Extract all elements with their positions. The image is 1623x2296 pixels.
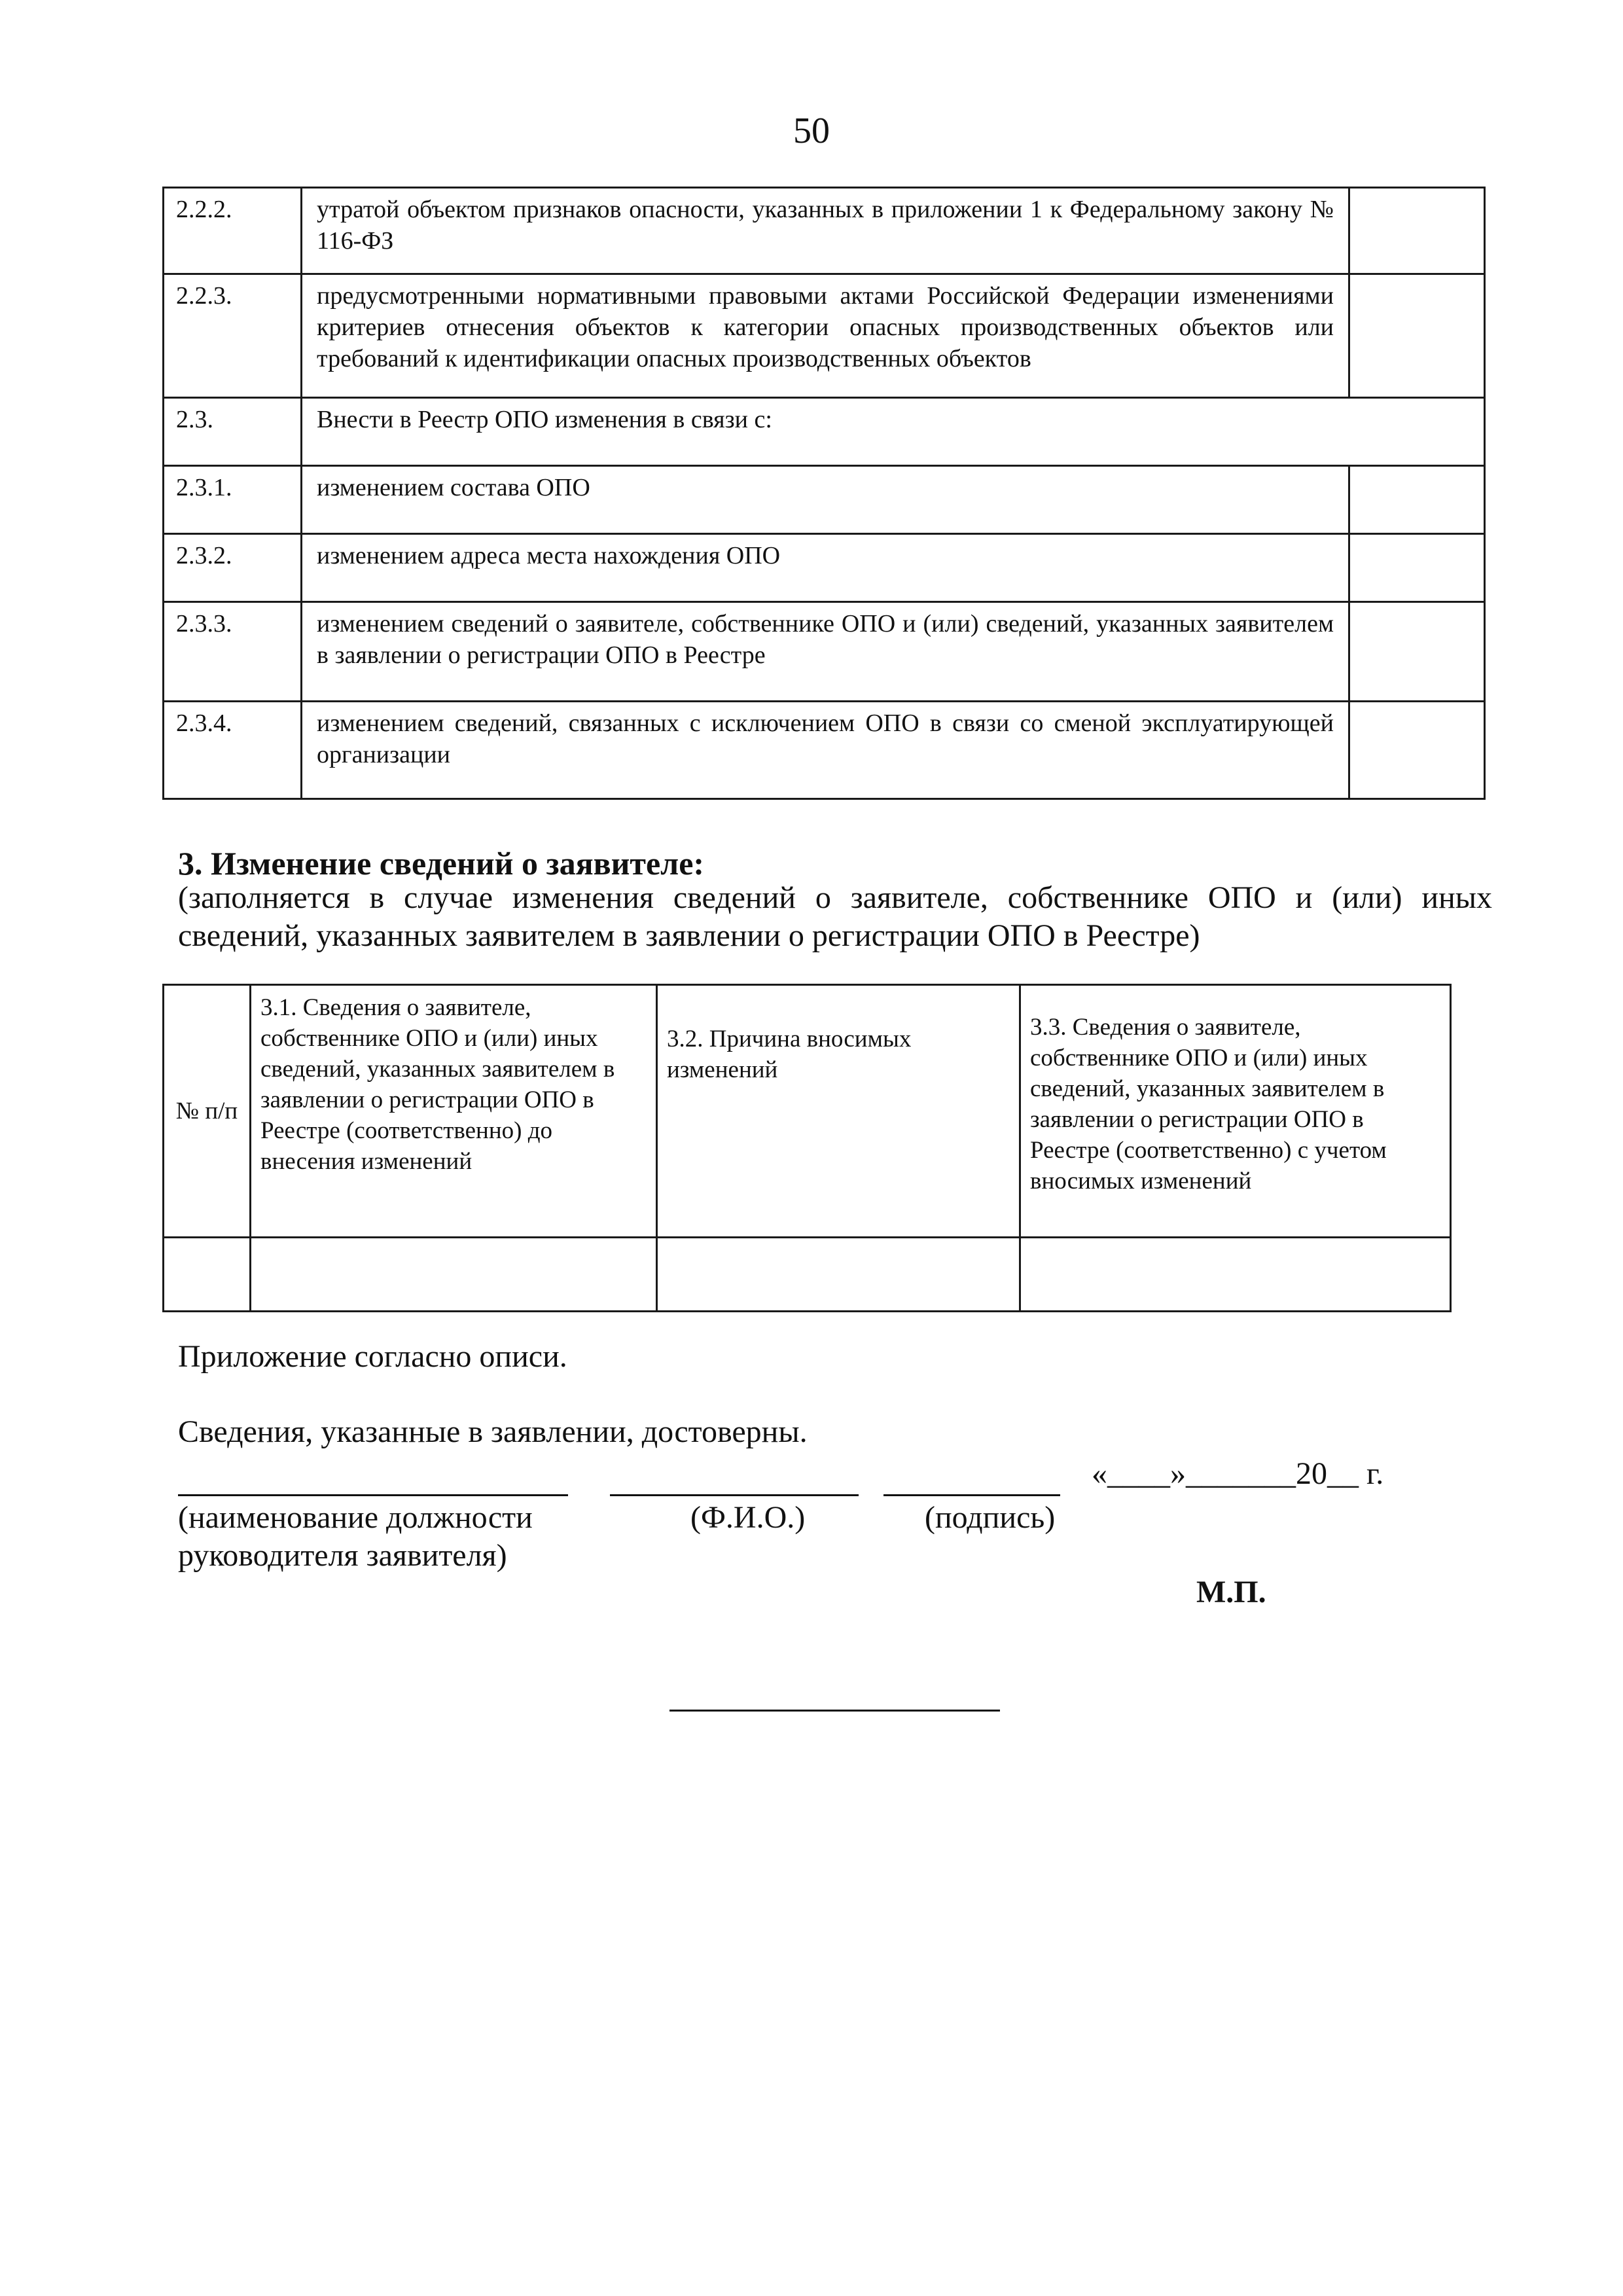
attachment-note: Приложение согласно описи. [178,1339,567,1374]
row-number: 2.2.3. [164,274,302,398]
section-note: (заполняется в случае изменения сведений о заявителе, собственнике ОПО и (или) иных сведений, указанных заявителем в заявлении о регистрации ОПО в Реестре) [178,880,1492,953]
row-text: изменением сведений о заявителе, собственнике ОПО и (или) сведений, указанных заявителем в заявлении о регистрации ОПО в Реестре [302,602,1349,702]
row-text: Внести в Реестр ОПО изменения в связи с: [302,398,1485,466]
checkbox-cell[interactable] [1349,274,1485,398]
input-cell-before[interactable] [251,1238,657,1312]
fio-caption: (Ф.И.О.) [690,1500,806,1535]
row-number: 2.3. [164,398,302,466]
stamp-place: М.П. [1196,1575,1266,1609]
row-text: изменением адреса места нахождения ОПО [302,534,1349,602]
row-text: утратой объектом признаков опасности, указанных в приложении 1 к Федеральному закону № 116-ФЗ [302,188,1349,274]
applicant-changes-table [162,984,1452,1312]
checkbox-cell[interactable] [1349,602,1485,702]
row-number: 2.3.3. [164,602,302,702]
fio-signature-line[interactable] [610,1494,859,1496]
input-cell-after[interactable] [1020,1238,1451,1312]
checkbox-cell[interactable] [1349,188,1485,274]
table-row [164,602,1485,702]
sign-caption: (подпись) [925,1500,1056,1535]
table-row [164,466,1485,534]
table-row [164,274,1485,398]
table-row [164,1238,1451,1312]
position-signature-line[interactable] [178,1494,568,1496]
row-text: изменением состава ОПО [302,466,1349,534]
row-text: предусмотренными нормативными правовыми актами Российской Федерации изменениями критериев отнесения объектов к категории опасных производственных объектов или требований к идентификации опасных производственных объектов [302,274,1349,398]
accuracy-statement: Сведения, указанные в заявлении, достоверны. [178,1414,808,1449]
checkbox-cell[interactable] [1349,702,1485,799]
input-cell-number[interactable] [164,1238,251,1312]
column-header-after: 3.3. Сведения о заявителе, собственнике ОПО и (или) иных сведений, указанных заявителем в заявлении о регистрации ОПО в Реестре (соответственно) с учетом вносимых изменений [1020,985,1451,1238]
row-number: 2.2.2. [164,188,302,274]
column-header-number: № п/п [164,985,251,1238]
input-cell-reason[interactable] [657,1238,1020,1312]
checkbox-cell[interactable] [1349,534,1485,602]
column-header-before: 3.1. Сведения о заявителе, собственнике ОПО и (или) иных сведений, указанных заявителем в заявлении о регистрации ОПО в Реестре (соответственно) до внесения изменений [251,985,657,1238]
closing-divider [669,1710,1000,1712]
table-row [164,534,1485,602]
position-caption: (наименование должности руководителя заявителя) [178,1500,533,1573]
table-row [164,188,1485,274]
column-header-reason: 3.2. Причина вносимых изменений [657,985,1020,1238]
row-number: 2.3.2. [164,534,302,602]
table-row [164,398,1485,466]
changes-table [162,187,1486,800]
row-number: 2.3.1. [164,466,302,534]
checkbox-cell[interactable] [1349,466,1485,534]
table-header-row [164,985,1451,1238]
row-text: изменением сведений, связанных с исключением ОПО в связи со сменой эксплуатирующей организации [302,702,1349,799]
table-row [164,702,1485,799]
signature-line[interactable] [883,1494,1060,1496]
row-number: 2.3.4. [164,702,302,799]
date-line[interactable]: «____»_______20__ г. [1092,1456,1384,1491]
section-title: 3. Изменение сведений о заявителе: [178,845,705,882]
page-number: 50 [793,111,830,151]
